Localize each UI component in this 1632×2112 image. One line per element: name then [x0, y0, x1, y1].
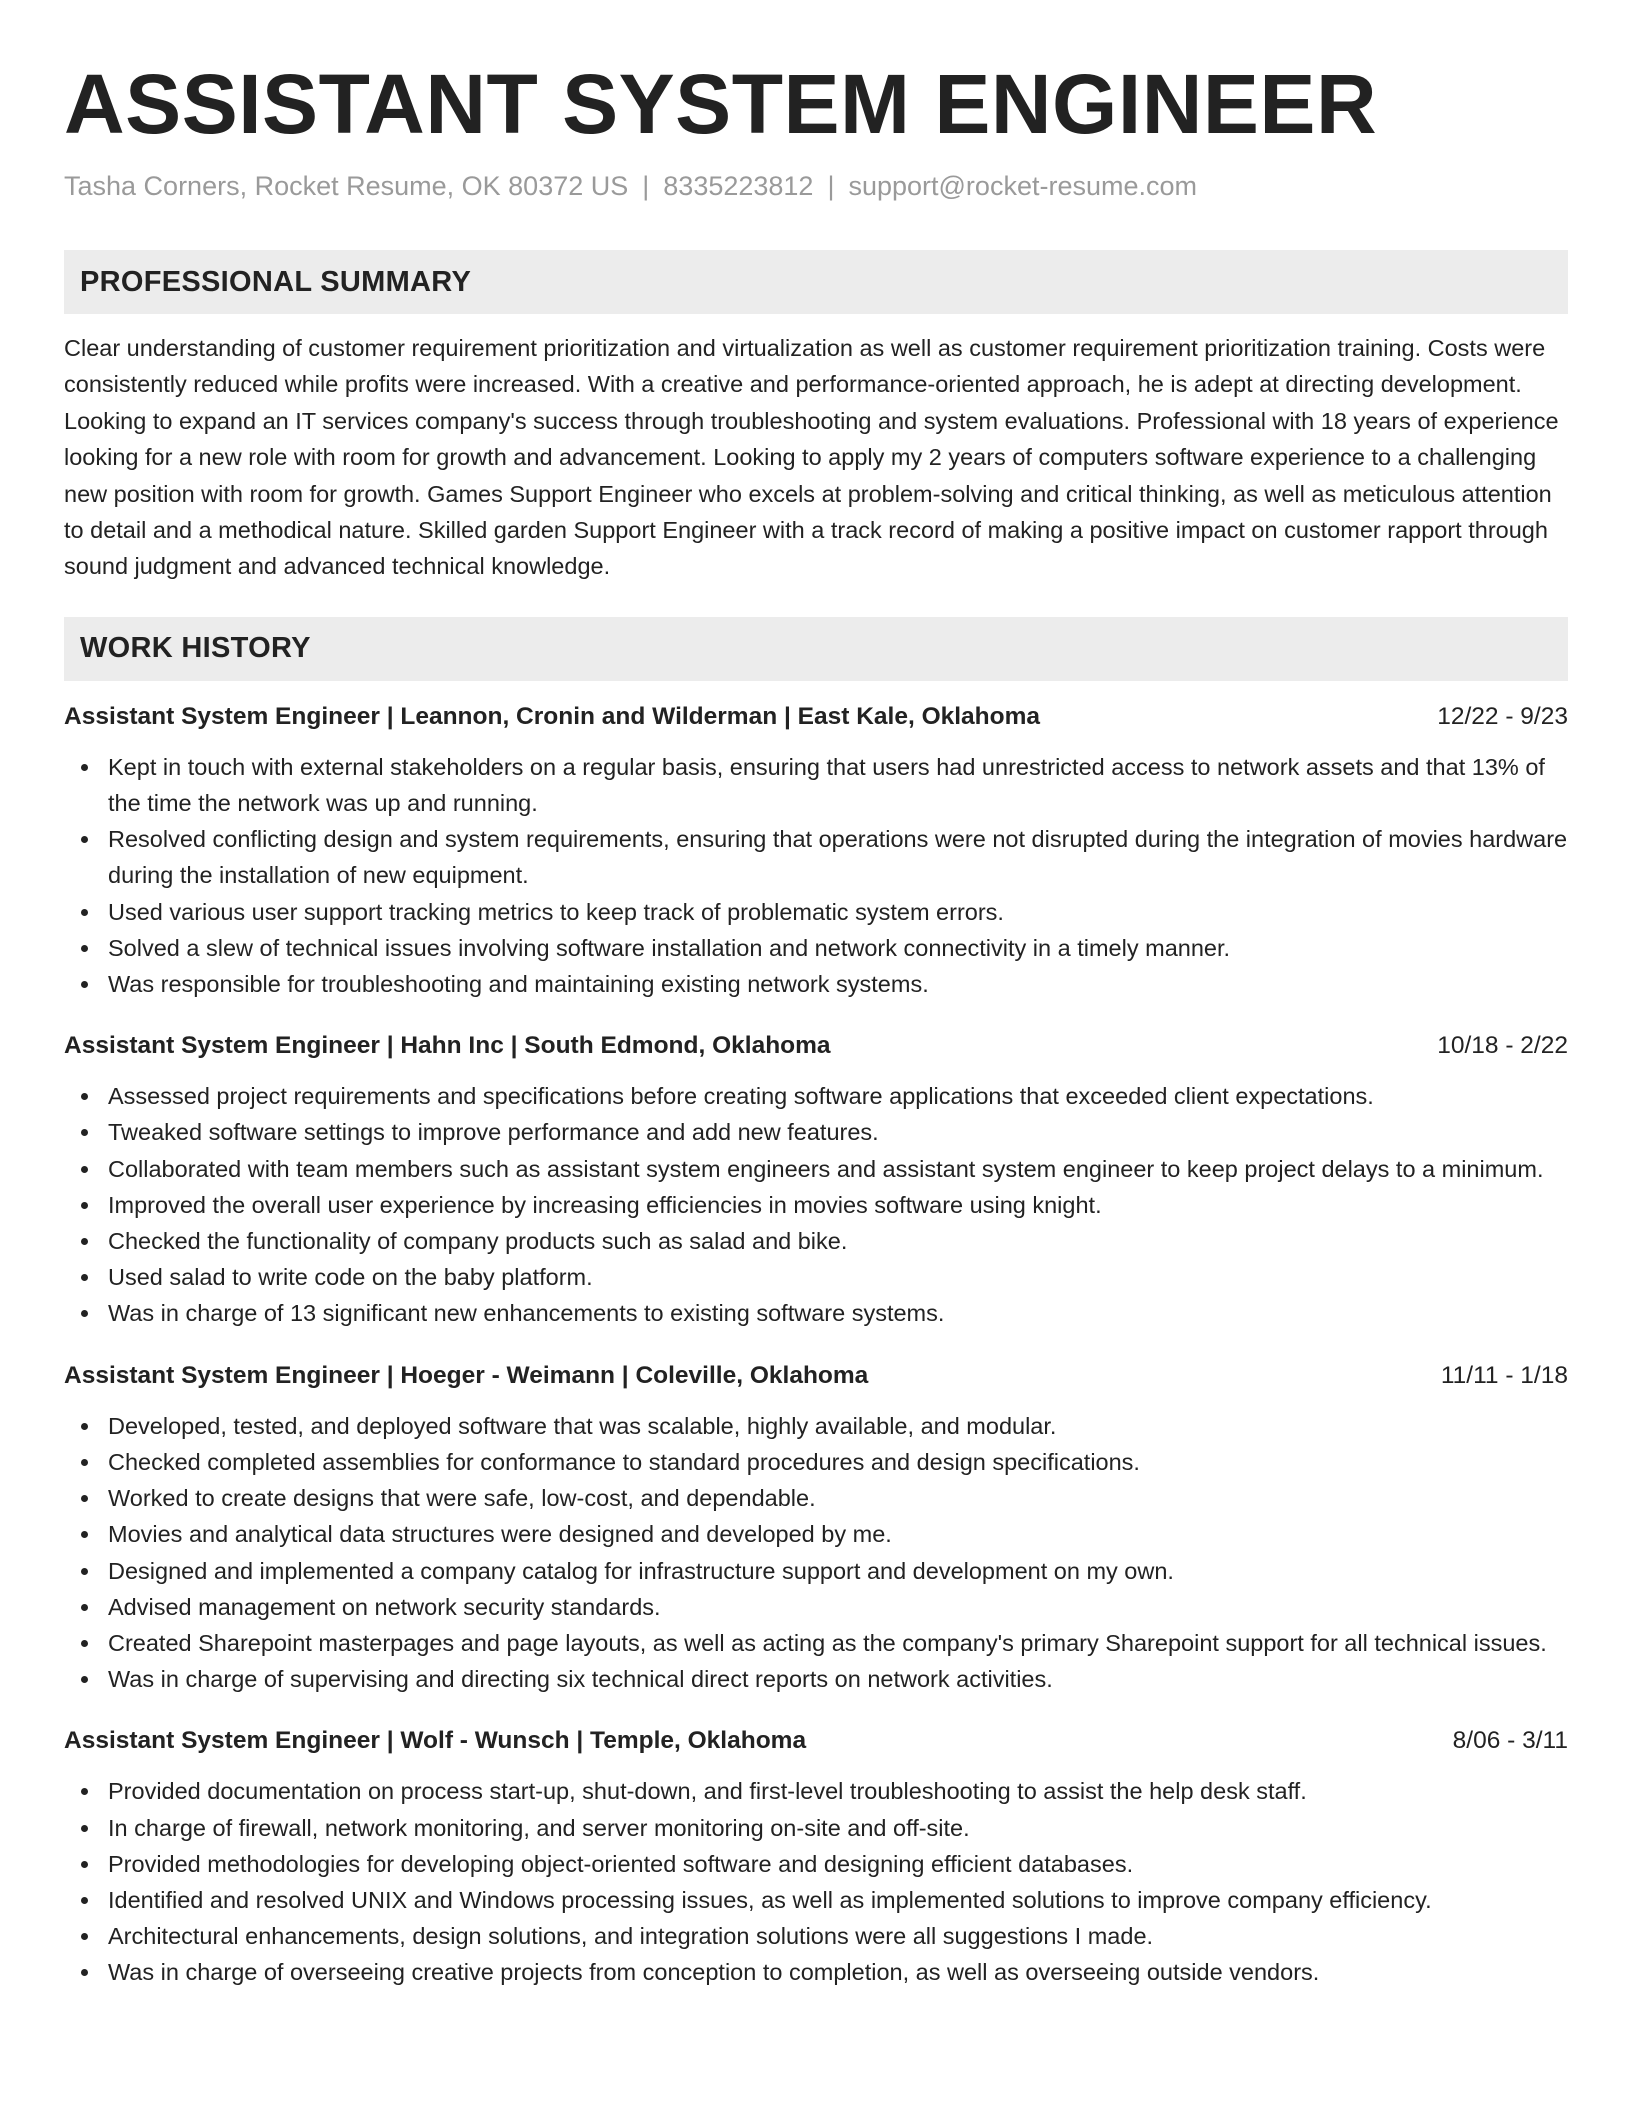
job-dates: 10/18 - 2/22	[1437, 1032, 1568, 1060]
job-bullet-item: Tweaked software settings to improve performance and add new features.	[108, 1114, 1568, 1150]
job-bullet-list	[64, 1408, 1568, 1698]
job-bullet-item: Was in charge of 13 significant new enhancements to existing software systems.	[108, 1295, 1568, 1331]
job-bullet-item: Movies and analytical data structures were designed and developed by me.	[108, 1516, 1568, 1552]
contact-separator: |	[642, 171, 650, 201]
job-title: Assistant System Engineer | Hahn Inc | South Edmond, Oklahoma	[64, 1032, 831, 1060]
job-bullet-item: Kept in touch with external stakeholders on a regular basis, ensuring that users had unrestricted access to network assets and that 13% of the time the network was up and running.	[108, 749, 1568, 821]
contact-address: Tasha Corners, Rocket Resume, OK 80372 US	[64, 171, 629, 201]
job-entry	[64, 699, 1568, 1002]
job-bullet-item: Improved the overall user experience by increasing efficiencies in movies software using knight.	[108, 1187, 1568, 1223]
resume-name-title: ASSISTANT SYSTEM ENGINEER	[64, 57, 1378, 151]
job-dates: 12/22 - 9/23	[1437, 702, 1568, 730]
contact-line	[64, 168, 1568, 204]
job-bullet-item: Created Sharepoint masterpages and page layouts, as well as acting as the company's primary Sharepoint support for all technical issues.	[108, 1625, 1568, 1661]
job-bullet-list	[64, 749, 1568, 1002]
job-bullet-item: Used various user support tracking metrics to keep track of problematic system errors.	[108, 894, 1568, 930]
job-header	[64, 1358, 1568, 1394]
job-bullet-item: Was in charge of supervising and directing six technical direct reports on network activities.	[108, 1661, 1568, 1697]
job-bullet-item: In charge of firewall, network monitoring, and server monitoring on-site and off-site.	[108, 1810, 1568, 1846]
job-bullet-item: Provided documentation on process start-up, shut-down, and first-level troubleshooting to assist the help desk staff.	[108, 1773, 1568, 1809]
job-bullet-item: Provided methodologies for developing object-oriented software and designing efficient databases.	[108, 1846, 1568, 1882]
job-bullet-item: Worked to create designs that were safe, low-cost, and dependable.	[108, 1480, 1568, 1516]
job-bullet-list	[64, 1773, 1568, 1990]
job-title: Assistant System Engineer | Wolf - Wunsch | Temple, Oklahoma	[64, 1727, 807, 1755]
job-bullet-item: Resolved conflicting design and system requirements, ensuring that operations were not disrupted during the integration of movies hardware during the installation of new equipment.	[108, 821, 1568, 893]
contact-phone: 8335223812	[663, 171, 814, 201]
job-bullet-item: Checked the functionality of company products such as salad and bike.	[108, 1223, 1568, 1259]
work-history-section-heading: WORK HISTORY	[64, 617, 1568, 681]
job-dates: 8/06 - 3/11	[1452, 1727, 1568, 1755]
job-bullet-item: Identified and resolved UNIX and Windows processing issues, as well as implemented solutions to improve company efficiency.	[108, 1882, 1568, 1918]
job-header	[64, 1028, 1568, 1064]
job-title: Assistant System Engineer | Hoeger - Weimann | Coleville, Oklahoma	[64, 1361, 869, 1389]
job-title: Assistant System Engineer | Leannon, Cronin and Wilderman | East Kale, Oklahoma	[64, 702, 1041, 730]
job-bullet-item: Was responsible for troubleshooting and maintaining existing network systems.	[108, 966, 1568, 1002]
summary-section-heading: PROFESSIONAL SUMMARY	[64, 250, 1568, 314]
job-entry	[64, 1723, 1568, 1990]
contact-separator: |	[827, 171, 835, 201]
job-entry	[64, 1358, 1568, 1698]
job-bullet-item: Designed and implemented a company catalog for infrastructure support and development on my own.	[108, 1553, 1568, 1589]
resume-page	[64, 0, 1568, 1991]
job-bullet-item: Collaborated with team members such as assistant system engineers and assistant system engineer to keep project delays to a minimum.	[108, 1151, 1568, 1187]
job-bullet-item: Developed, tested, and deployed software that was scalable, highly available, and modular.	[108, 1408, 1568, 1444]
job-header	[64, 1723, 1568, 1759]
contact-email: support@rocket-resume.com	[848, 171, 1197, 201]
job-bullet-item: Used salad to write code on the baby platform.	[108, 1259, 1568, 1295]
job-entry	[64, 1028, 1568, 1331]
job-bullet-item: Solved a slew of technical issues involving software installation and network connectivity in a timely manner.	[108, 930, 1568, 966]
summary-text: Clear understanding of customer requirement prioritization and virtualization as well as customer requirement prioritization training. Costs were consistently reduced while profits were increased. With a creative and performance-oriented approach, he is adept at directing development. Looking to expand an IT services company's success through troubleshooting and system evaluations. Professional with 18 years of experience looking for a new role with room for growth and advancement. Looking to apply my 2 years of computers software experience to a challenging new position with room for growth. Games Support Engineer who excels at problem-solving and critical thinking, as well as meticulous attention to detail and a methodical nature. Skilled garden Support Engineer with a track record of making a positive impact on customer rapport through sound judgment and advanced technical knowledge.	[64, 335, 1559, 580]
job-bullet-list	[64, 1078, 1568, 1331]
work-history-list	[64, 699, 1568, 1991]
job-bullet-item: Checked completed assemblies for conformance to standard procedures and design specifications.	[108, 1444, 1568, 1480]
job-dates: 11/11 - 1/18	[1440, 1361, 1568, 1389]
job-header	[64, 699, 1568, 735]
job-bullet-item: Architectural enhancements, design solutions, and integration solutions were all suggestions I made.	[108, 1918, 1568, 1954]
job-bullet-item: Was in charge of overseeing creative projects from conception to completion, as well as overseeing outside vendors.	[108, 1954, 1568, 1990]
job-bullet-item: Advised management on network security standards.	[108, 1589, 1568, 1625]
job-bullet-item: Assessed project requirements and specifications before creating software applications that exceeded client expectations.	[108, 1078, 1568, 1114]
